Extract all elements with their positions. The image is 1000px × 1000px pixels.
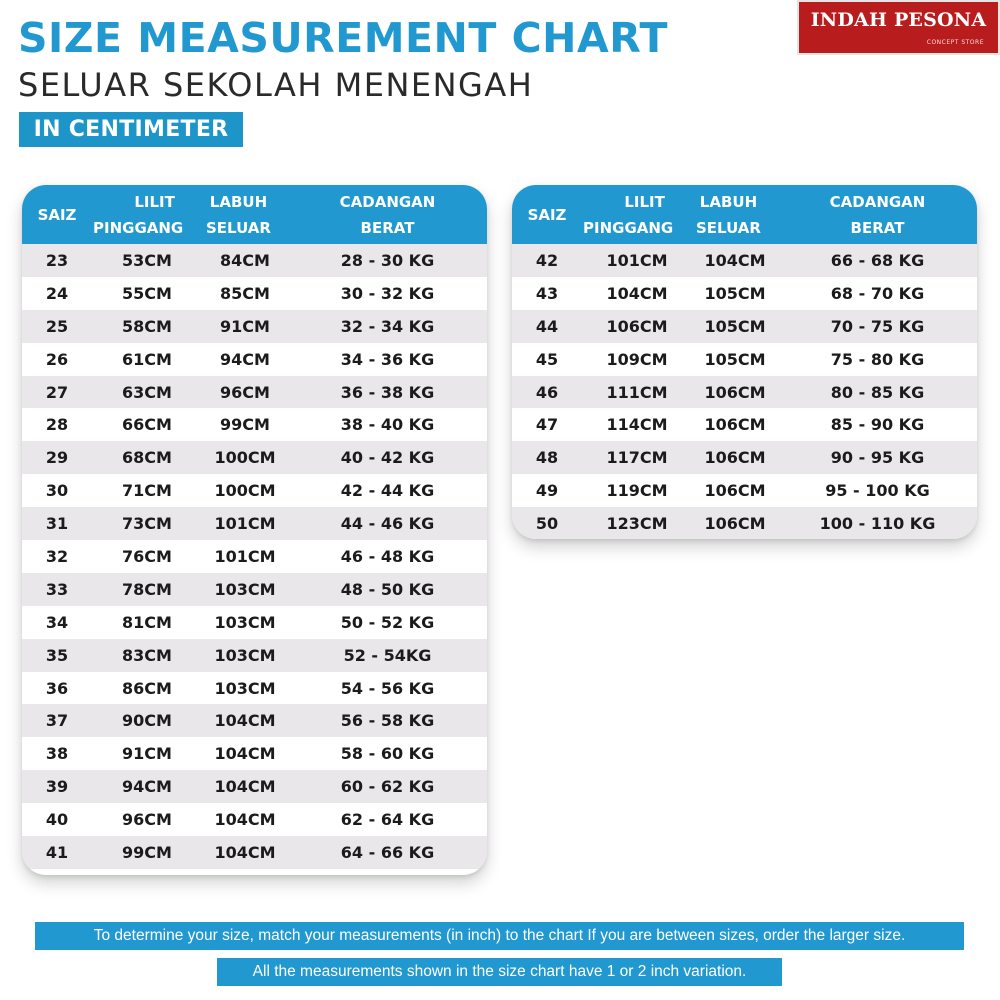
cell-waist: 71CM	[122, 481, 172, 501]
cell-size: 50	[535, 514, 559, 534]
cell-size: 39	[45, 777, 69, 797]
cell-size: 38	[45, 744, 69, 764]
cell-length: 94CM	[220, 349, 270, 369]
cell-weight: 36 - 38 KG	[340, 382, 435, 402]
brand-logo-name: INDAH PESONA	[810, 9, 987, 31]
cell-weight: 40 - 42 KG	[340, 448, 435, 468]
cell-size: 36	[45, 678, 69, 698]
cell-weight: 80 - 85 KG	[830, 382, 925, 402]
size-table-right	[512, 185, 977, 539]
cell-waist: 81CM	[122, 612, 172, 632]
cell-waist: 83CM	[122, 645, 172, 665]
cell-size: 40	[45, 810, 69, 830]
cell-waist: 96CM	[122, 810, 172, 830]
cell-weight: 95 - 100 KG	[825, 481, 930, 501]
header-length-label	[206, 189, 271, 241]
cell-size: 37	[45, 711, 69, 731]
cell-size: 23	[45, 250, 69, 270]
cell-length: 101CM	[214, 514, 276, 534]
cell-size: 34	[45, 612, 69, 632]
table-row	[22, 672, 487, 705]
cell-weight: 68 - 70 KG	[830, 283, 925, 303]
cell-weight: 100 - 110 KG	[819, 514, 936, 534]
cell-size: 26	[45, 349, 69, 369]
cell-weight: 56 - 58 KG	[340, 711, 435, 731]
header-waist-line1: LILIT	[624, 192, 665, 211]
cell-weight: 34 - 36 KG	[340, 349, 435, 369]
table-row	[22, 277, 487, 310]
table-row	[22, 507, 487, 540]
cell-size: 25	[45, 316, 69, 336]
header-length-line2: SELUAR	[696, 218, 761, 237]
header-waist	[582, 185, 692, 244]
cell-weight: 66 - 68 KG	[830, 250, 925, 270]
table-row	[512, 277, 977, 310]
header-weight-label	[830, 189, 926, 241]
cell-length: 84CM	[220, 250, 270, 270]
header-length	[202, 185, 288, 244]
cell-weight: 32 - 34 KG	[340, 316, 435, 336]
cell-weight: 28 - 30 KG	[340, 250, 435, 270]
cell-length: 106CM	[704, 415, 766, 435]
header-length-line1: LABUH	[209, 192, 268, 211]
header-waist-label	[93, 189, 184, 241]
table-row	[22, 573, 487, 606]
table-row	[22, 639, 487, 672]
table-row	[512, 441, 977, 474]
table-row	[512, 343, 977, 376]
cell-waist: 104CM	[606, 283, 668, 303]
cell-length: 101CM	[214, 546, 276, 566]
table-row	[22, 770, 487, 803]
cell-length: 104CM	[704, 250, 766, 270]
table-header	[22, 185, 487, 244]
cell-size: 29	[45, 448, 69, 468]
table-body	[22, 244, 487, 869]
unit-badge: IN CENTIMETER	[19, 112, 243, 147]
cell-waist: 68CM	[122, 448, 172, 468]
cell-waist: 123CM	[606, 514, 668, 534]
cell-waist: 58CM	[122, 316, 172, 336]
cell-weight: 48 - 50 KG	[340, 579, 435, 599]
header-weight-line1: CADANGAN	[339, 192, 436, 211]
cell-weight: 54 - 56 KG	[340, 678, 435, 698]
cell-length: 105CM	[704, 283, 766, 303]
cell-size: 33	[45, 579, 69, 599]
header-weight-line2: BERAT	[850, 218, 905, 237]
header-weight	[778, 185, 977, 244]
cell-weight: 60 - 62 KG	[340, 777, 435, 797]
header-waist-line2: PINGGANG	[583, 218, 674, 237]
brand-logo-tagline: CONCEPT STORE	[926, 39, 984, 46]
table-row	[22, 408, 487, 441]
cell-weight: 42 - 44 KG	[340, 481, 435, 501]
cell-weight: 64 - 66 KG	[340, 842, 435, 862]
table-row	[22, 836, 487, 869]
cell-waist: 109CM	[606, 349, 668, 369]
cell-length: 104CM	[214, 711, 276, 731]
cell-length: 91CM	[220, 316, 270, 336]
cell-weight: 44 - 46 KG	[340, 514, 435, 534]
table-row	[512, 408, 977, 441]
cell-weight: 38 - 40 KG	[340, 415, 435, 435]
cell-weight: 52 - 54KG	[343, 645, 432, 665]
cell-size: 43	[535, 283, 559, 303]
table-row	[512, 474, 977, 507]
cell-length: 100CM	[214, 448, 276, 468]
cell-size: 32	[45, 546, 69, 566]
cell-waist: 53CM	[122, 250, 172, 270]
table-row	[512, 376, 977, 409]
table-row	[22, 704, 487, 737]
header-waist-label	[583, 189, 674, 241]
cell-waist: 63CM	[122, 382, 172, 402]
cell-length: 100CM	[214, 481, 276, 501]
cell-length: 104CM	[214, 744, 276, 764]
header-weight-line2: BERAT	[360, 218, 415, 237]
cell-length: 105CM	[704, 316, 766, 336]
header-weight-label	[340, 189, 436, 241]
header-length-label	[696, 189, 761, 241]
cell-size: 30	[45, 481, 69, 501]
table-row	[22, 343, 487, 376]
cell-waist: 55CM	[122, 283, 172, 303]
table-row	[512, 507, 977, 539]
cell-waist: 117CM	[606, 448, 668, 468]
cell-size: 41	[45, 842, 69, 862]
header-weight-line1: CADANGAN	[829, 192, 926, 211]
table-row	[22, 376, 487, 409]
header-waist	[92, 185, 202, 244]
table-row	[22, 441, 487, 474]
cell-size: 45	[535, 349, 559, 369]
header-size	[22, 185, 92, 244]
cell-size: 24	[45, 283, 69, 303]
cell-weight: 58 - 60 KG	[340, 744, 435, 764]
cell-weight: 46 - 48 KG	[340, 546, 435, 566]
cell-size: 42	[535, 250, 559, 270]
table-row	[22, 310, 487, 343]
cell-weight: 75 - 80 KG	[830, 349, 925, 369]
cell-size: 46	[535, 382, 559, 402]
header-waist-line1: LILIT	[134, 192, 175, 211]
cell-length: 103CM	[214, 645, 276, 665]
size-note: To determine your size, match your measurements (in inch) to the chart If you are between sizes, order the larger size.	[35, 922, 964, 950]
table-row	[22, 474, 487, 507]
table-row	[22, 606, 487, 639]
header-weight	[288, 185, 487, 244]
cell-length: 103CM	[214, 678, 276, 698]
page-title: SIZE MEASUREMENT CHART	[18, 14, 668, 62]
page-subtitle: SELUAR SEKOLAH MENENGAH	[18, 66, 534, 104]
header-size	[512, 185, 582, 244]
cell-waist: 90CM	[122, 711, 172, 731]
table-body	[512, 244, 977, 539]
cell-size: 44	[535, 316, 559, 336]
cell-length: 106CM	[704, 481, 766, 501]
cell-waist: 94CM	[122, 777, 172, 797]
cell-waist: 86CM	[122, 678, 172, 698]
cell-weight: 85 - 90 KG	[830, 415, 925, 435]
cell-weight: 62 - 64 KG	[340, 810, 435, 830]
cell-size: 49	[535, 481, 559, 501]
cell-waist: 76CM	[122, 546, 172, 566]
cell-length: 99CM	[220, 415, 270, 435]
table-row	[512, 244, 977, 277]
table-row	[22, 244, 487, 277]
cell-weight: 50 - 52 KG	[340, 612, 435, 632]
cell-length: 103CM	[214, 612, 276, 632]
cell-waist: 99CM	[122, 842, 172, 862]
cell-weight: 90 - 95 KG	[830, 448, 925, 468]
brand-logo	[797, 0, 1000, 55]
header-length-line2: SELUAR	[206, 218, 271, 237]
table-header	[512, 185, 977, 244]
header-size-label: SAIZ	[527, 205, 567, 224]
cell-length: 106CM	[704, 382, 766, 402]
cell-size: 28	[45, 415, 69, 435]
cell-length: 106CM	[704, 514, 766, 534]
cell-size: 47	[535, 415, 559, 435]
size-table-left	[22, 185, 487, 875]
cell-waist: 101CM	[606, 250, 668, 270]
header-length-line1: LABUH	[699, 192, 758, 211]
cell-waist: 119CM	[606, 481, 668, 501]
cell-waist: 73CM	[122, 514, 172, 534]
cell-size: 48	[535, 448, 559, 468]
header-size-label: SAIZ	[37, 205, 77, 224]
header-length	[692, 185, 778, 244]
cell-waist: 66CM	[122, 415, 172, 435]
cell-weight: 30 - 32 KG	[340, 283, 435, 303]
table-row	[22, 803, 487, 836]
cell-size: 27	[45, 382, 69, 402]
cell-length: 104CM	[214, 777, 276, 797]
cell-waist: 111CM	[606, 382, 668, 402]
cell-length: 103CM	[214, 579, 276, 599]
cell-length: 105CM	[704, 349, 766, 369]
table-row	[22, 737, 487, 770]
cell-weight: 70 - 75 KG	[830, 316, 925, 336]
cell-waist: 61CM	[122, 349, 172, 369]
table-row	[512, 310, 977, 343]
cell-waist: 106CM	[606, 316, 668, 336]
cell-length: 96CM	[220, 382, 270, 402]
cell-length: 106CM	[704, 448, 766, 468]
header-waist-line2: PINGGANG	[93, 218, 184, 237]
cell-length: 104CM	[214, 842, 276, 862]
table-row	[22, 540, 487, 573]
cell-size: 35	[45, 645, 69, 665]
cell-waist: 91CM	[122, 744, 172, 764]
cell-size: 31	[45, 514, 69, 534]
cell-waist: 78CM	[122, 579, 172, 599]
cell-length: 104CM	[214, 810, 276, 830]
cell-waist: 114CM	[606, 415, 668, 435]
variation-note: All the measurements shown in the size chart have 1 or 2 inch variation.	[217, 958, 782, 986]
cell-length: 85CM	[220, 283, 270, 303]
